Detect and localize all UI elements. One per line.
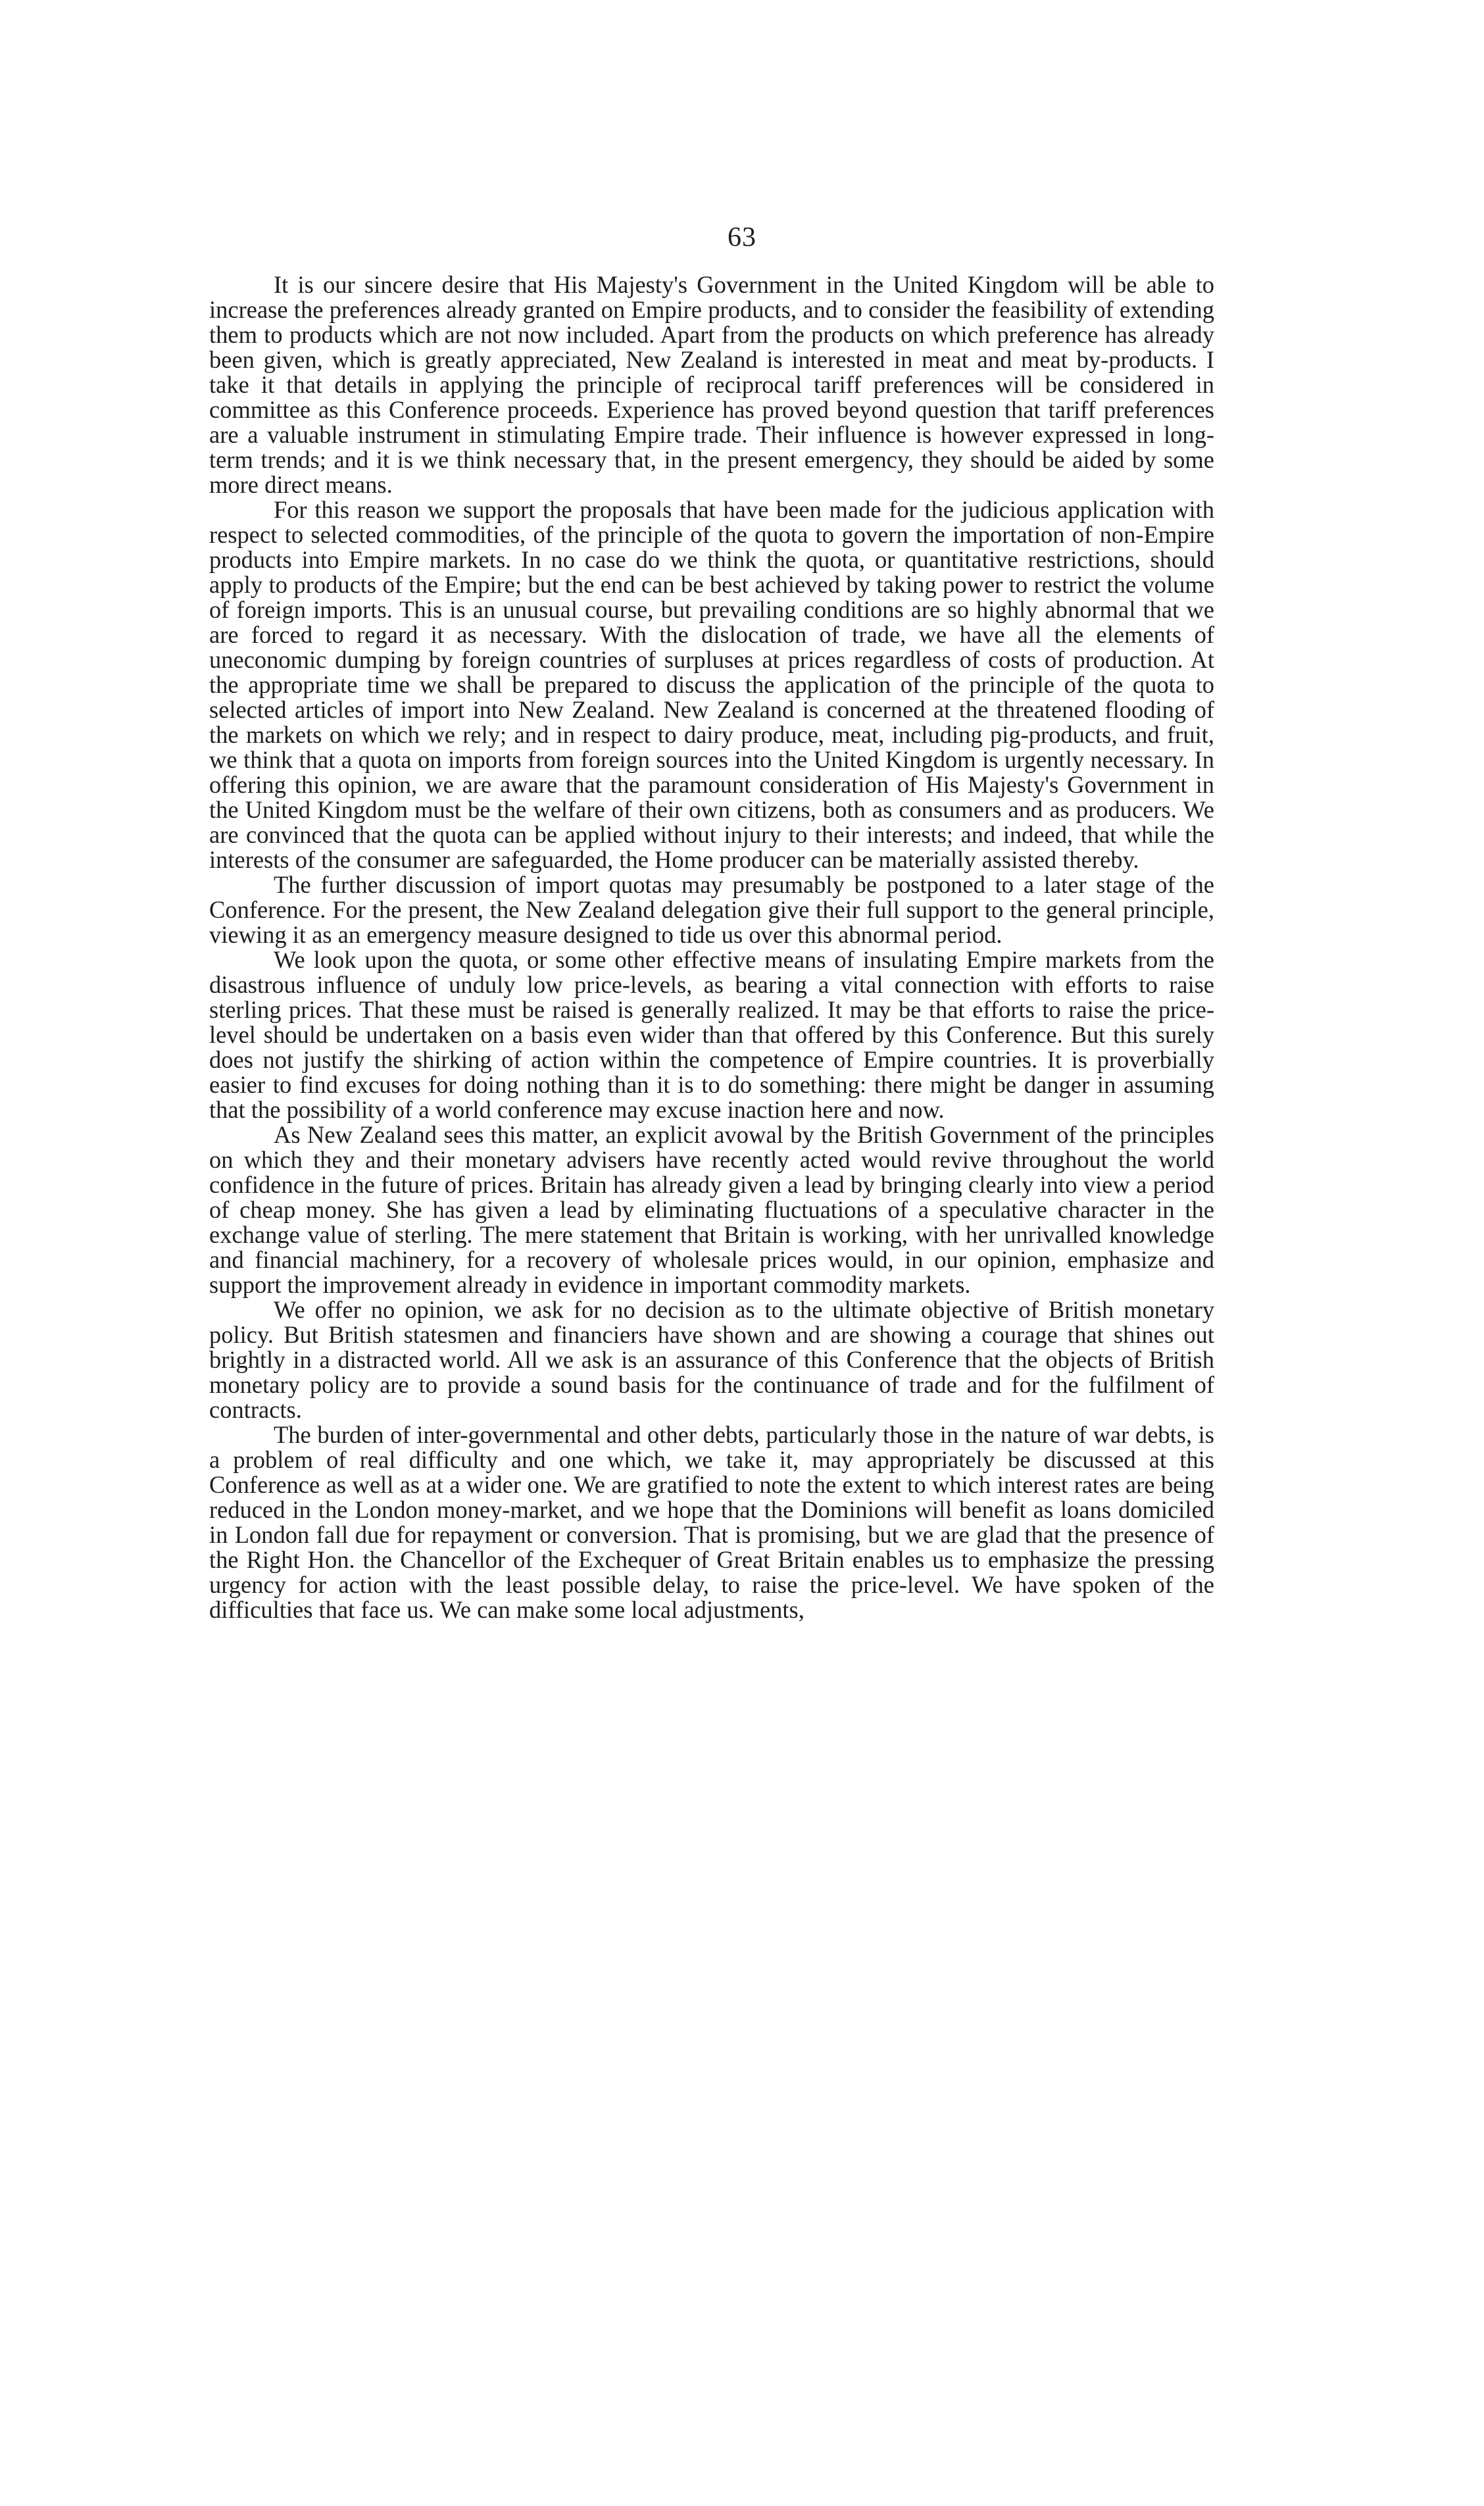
paragraph-preferences: It is our sincere desire that His Majesty's Government in the United Kingdom will be able to increase the preferences already granted on Empire products, and to consider the feasibility of extending them to products which are not now included. Apart from the products on which preference has already been given, which is greatly appreciated, New Zealand is interested in meat and meat by-products. I take it that details in applying the principle of reciprocal tariff preferences will be considered in committee as this Conference proceeds. Experience has proved beyond question that tariff preferences are a valuable instrument in stimulating Empire trade. Their influence is however expressed in long-term trends; and it is we think necessary that, in the present emergency, they should be aided by some more direct means. bbox=[209, 271, 1214, 498]
paragraph-debts: The burden of inter-governmental and other debts, particularly those in the nature of war debts, is a problem of real difficulty and one which, we take it, may appropriately be discussed at this Conference as well as at a wider one. We are gratified to note the extent to which interest rates are being reduced in the London money-market, and we hope that the Dominions will benefit as loans domiciled in London fall due for repayment or conversion. That is promising, but we are glad that the presence of the Right Hon. the Chancellor of the Exchequer of Great Britain enables us to emphasize the pressing urgency for action with the least possible delay, to raise the price-level. We have spoken of the difficulties that face us. We can make some local adjustments, bbox=[209, 1421, 1214, 1623]
paragraph-british-government: As New Zealand sees this matter, an explicit avowal by the British Government of the principles on which they and their monetary advisers have recently acted would revive throughout the world confidence in the future of prices. Britain has already given a lead by bringing clearly into view a period of cheap money. She has given a lead by eliminating fluctuations of a speculative character in the exchange value of sterling. The mere statement that Britain is working, with her unrivalled knowledge and financial machinery, for a recovery of wholesale prices would, in our opinion, emphasize and support the improvement already in evidence in important commodity markets. bbox=[209, 1121, 1214, 1298]
paragraph-quota-proposals: For this reason we support the proposals that have been made for the judicious application with respect to selected commodities, of the principle of the quota to govern the importation of non-Empire products into Empire markets. In no case do we think the quota, or quantitative restrictions, should apply to products of the Empire; but the end can be best achieved by taking power to restrict the volume of foreign imports. This is an unusual course, but prevailing conditions are so highly abnormal that we are forced to regard it as necessary. With the dislocation of trade, we have all the elements of uneconomic dumping by foreign countries of surpluses at prices regardless of costs of production. At the appropriate time we shall be prepared to discuss the application of the principle of the quota to selected articles of import into New Zealand. New Zealand is concerned at the threatened flooding of the markets on which we rely; and in respect to dairy produce, meat, including pig-products, and fruit, we think that a quota on imports from foreign sources into the United Kingdom is urgently necessary. In offering this opinion, we are aware that the paramount consideration of His Majesty's Government in the United Kingdom must be the welfare of their own citizens, both as consumers and as producers. We are convinced that the quota can be applied without injury to their interests; and indeed, that while the interests of the consumer are safeguarded, the Home producer can be materially assisted thereby. bbox=[209, 496, 1214, 873]
paragraph-import-quotas: The further discussion of import quotas may presumably be postponed to a later stage of the Conference. For the present, the New Zealand delegation give their full support to the general principle, viewing it as an emergency measure designed to tide us over this abnormal period. bbox=[209, 871, 1214, 948]
body-text bbox=[209, 272, 1214, 1622]
page-number: 63 bbox=[728, 222, 756, 253]
paragraph-price-levels: We look upon the quota, or some other effective means of insulating Empire markets from the disastrous influence of unduly low price-levels, as bearing a vital connection with efforts to raise sterling prices. That these must be raised is generally realized. It may be that efforts to raise the price-level should be undertaken on a basis even wider than that offered by this Conference. But this surely does not justify the shirking of action within the competence of Empire countries. It is proverbially easier to find excuses for doing nothing than it is to do something: there might be danger in assuming that the possibility of a world conference may excuse inaction here and now. bbox=[209, 946, 1214, 1123]
paragraph-monetary-policy: We offer no opinion, we ask for no decision as to the ultimate objective of British monetary policy. But British statesmen and financiers have shown and are showing a courage that shines out brightly in a distracted world. All we ask is an assurance of this Conference that the objects of British monetary policy are to provide a sound basis for the continuance of trade and for the fulfilment of contracts. bbox=[209, 1296, 1214, 1423]
